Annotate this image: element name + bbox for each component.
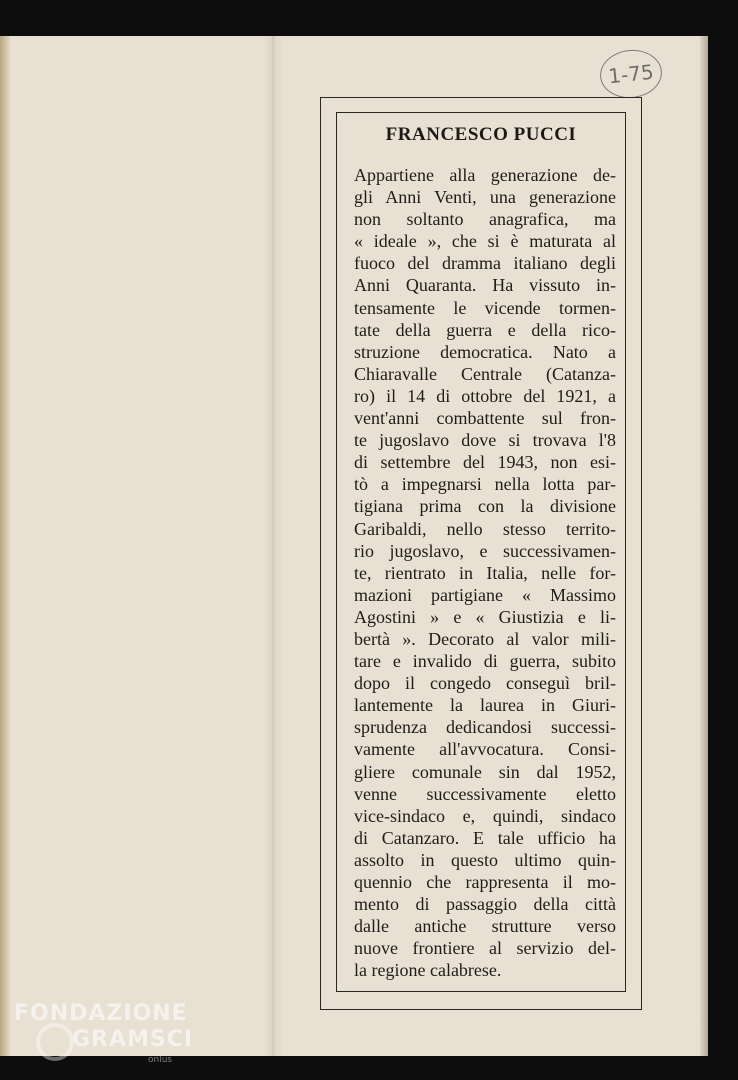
- text-line: tare e invalido di guerra, subito: [354, 651, 616, 672]
- text-line: la regione calabrese.: [354, 960, 502, 981]
- text-line: te, rientrato in Italia, nelle for-: [354, 562, 616, 583]
- text-line: quennio che rappresenta il mo-: [354, 872, 616, 892]
- text-line: tensamente le vicende tormen-: [354, 297, 616, 318]
- book-left-edge: [0, 36, 10, 1056]
- text-line: fuoco del dramma italiano degli: [354, 253, 616, 274]
- text-line: di settembre del 1943, non esi-: [354, 452, 616, 473]
- text-line: mento di passaggio della città: [354, 894, 616, 915]
- watermark-line1: FONDAZIONE: [14, 1001, 188, 1026]
- page-fold-shadow: [263, 36, 283, 1056]
- watermark-line2: GRAMSCI: [72, 1027, 194, 1052]
- text-line: Appartiene alla generazione de-: [354, 165, 616, 185]
- text-line: « ideale », che si è maturata al: [354, 231, 616, 252]
- fondazione-gramsci-watermark: [0, 995, 200, 1075]
- text-line: nuove frontiere al servizio del-: [354, 938, 616, 959]
- text-line: te jugoslavo dove si trovava l'8: [354, 430, 616, 451]
- biography-text: [354, 164, 616, 981]
- text-line: struzione democratica. Nato a: [354, 341, 616, 362]
- text-line: non soltanto anagrafica, ma: [354, 209, 616, 230]
- author-name-heading: FRANCESCO PUCCI: [385, 124, 577, 145]
- text-line: di Catanzaro. E tale ufficio ha: [354, 827, 616, 848]
- text-line: assolto in questo ultimo quin-: [354, 849, 616, 870]
- text-line: vice-sindaco e, quindi, sindaco: [354, 805, 616, 826]
- text-line: ro) il 14 di ottobre del 1921, a: [354, 385, 616, 406]
- text-line: gli Anni Venti, una generazione: [354, 187, 616, 208]
- watermark-sub: onlus: [148, 1055, 173, 1065]
- text-line: Garibaldi, nello stesso territo-: [354, 518, 616, 539]
- text-line: tò a impegnarsi nella lotta par-: [354, 474, 616, 495]
- book-right-edge: [700, 36, 708, 1056]
- text-line: Agostini » e « Giustizia e li-: [354, 606, 616, 627]
- text-line: vent'anni combattente sul fron-: [354, 408, 616, 429]
- text-line: Anni Quaranta. Ha vissuto in-: [354, 275, 616, 296]
- text-line: tigiana prima con la divisione: [354, 496, 616, 517]
- text-line: tate della guerra e della rico-: [354, 319, 616, 340]
- text-line: vamente all'avvocatura. Consi-: [354, 739, 616, 760]
- text-line: venne successivamente eletto: [354, 783, 616, 804]
- text-line: gliere comunale sin dal 1952,: [354, 761, 616, 782]
- watermark-logo-ring: [36, 1023, 74, 1061]
- text-line: bertà ». Decorato al valor mili-: [354, 628, 616, 649]
- text-line: lantemente la laurea in Giuri-: [354, 695, 616, 716]
- text-line: sprudenza dedicandosi successi-: [354, 717, 616, 738]
- text-line: dopo il congedo conseguì bril-: [354, 673, 616, 694]
- text-line: Chiaravalle Centrale (Catanza-: [354, 363, 616, 384]
- text-line: rio jugoslavo, e successivamen-: [354, 540, 616, 561]
- stamp-label: 1-75: [607, 59, 655, 89]
- text-line: dalle antiche strutture verso: [354, 916, 616, 937]
- text-line: mazioni partigiane « Massimo: [354, 584, 616, 605]
